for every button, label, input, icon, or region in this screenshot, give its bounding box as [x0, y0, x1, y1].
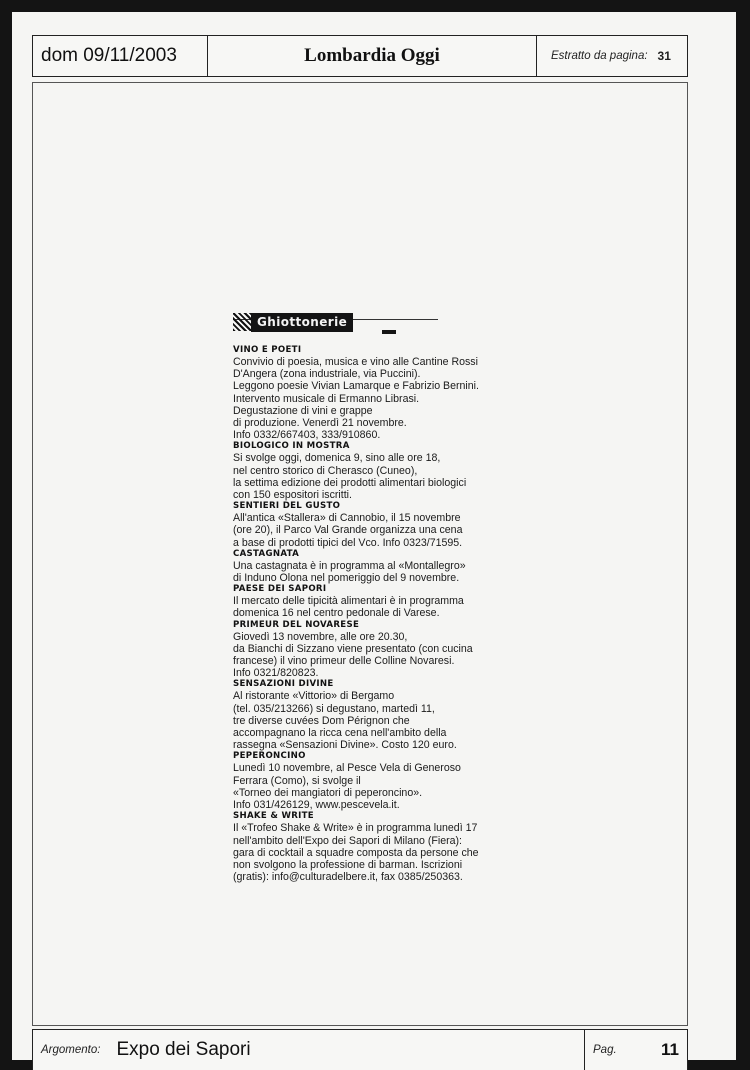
page-label: Pag. [593, 1044, 617, 1056]
entry-body: Si svolge oggi, domenica 9, sino alle ore 18, nel centro storico di Cherasco (Cuneo), la settima edizione dei prodotti alimentari biologici con 150 espositori iscritti. [233, 452, 467, 502]
entry-title: PEPERONCINO [233, 751, 306, 762]
article-frame [32, 82, 688, 1026]
topic-cell [33, 1030, 585, 1070]
list-item [233, 751, 523, 811]
page-number: 11 [661, 1040, 679, 1059]
extract-info [537, 36, 687, 76]
list-item [233, 345, 523, 441]
entry-title: BIOLOGICO IN MOSTRA [233, 441, 350, 452]
rubric-tail [382, 330, 396, 334]
entry-title: PAESE DEI SAPORI [233, 584, 327, 595]
list-item [233, 620, 523, 680]
entry-body: Al ristorante «Vittorio» di Bergamo (tel. 035/213266) si degustano, martedì 11, tre diverse cuvées Dom Pérignon che accompagnano la ricca cena nell'ambito della rassegna «Sensazioni Divine». Costo 120 euro. [233, 690, 457, 752]
article-clip [233, 311, 523, 883]
extract-label: Estratto da pagina: [551, 50, 648, 62]
entry-body: Il «Trofeo Shake & Write» è in programma lunedì 17 nell'ambito dell'Expo dei Sapori di Milano (Fiera): gara di cocktail a squadre composta da persone che non svolgono la professione di barman. Iscrizioni (gratis): info@culturadelbere.it, fax 0385/250363. [233, 822, 479, 884]
entry-body: Lunedì 10 novembre, al Pesce Vela di Generoso Ferrara (Como), si svolge il «Torneo dei mangiatori di peperoncino». Info 031/426129, www.pescevela.it. [233, 762, 461, 812]
entry-body: Convivio di poesia, musica e vino alle Cantine Rossi D'Angera (zona industriale, via Puccini). Leggono poesie Vivian Lamarque e Fabrizio Bernini. Intervento musicale di Ermanno Librasi. Degustazione di vini e grappe di produzione. Venerdì 21 novembre. Info 0332/667403, 333/910860. [233, 356, 479, 442]
header-bar [32, 35, 688, 77]
entry-body: Il mercato delle tipicità alimentari è in programma domenica 16 nel centro pedonale di Varese. [233, 595, 464, 620]
entry-title: VINO E POETI [233, 345, 302, 355]
topic-label: Argomento: [41, 1044, 101, 1056]
extract-page: 31 [657, 49, 671, 63]
list-item [233, 501, 523, 549]
entry-title: PRIMEUR DEL NOVARESE [233, 619, 360, 630]
rubric-texture [233, 313, 253, 331]
entry-body: Una castagnata è in programma al «Montallegro» di Induno Olona nel pomeriggio del 9 novembre. [233, 559, 466, 585]
entry-body: Giovedì 13 novembre, alle ore 20.30, da Bianchi di Sizzano viene presentato (con cucina francese) il vino primeur delle Colline Novaresi. Info 0321/820823. [233, 630, 473, 680]
clipping-sheet [12, 12, 736, 1060]
list-item [233, 811, 523, 883]
rubric-label: Ghiottonerie [251, 313, 353, 332]
page-cell [585, 1030, 687, 1070]
footer-bar [32, 1029, 688, 1070]
entry-title: SENSAZIONI DIVINE [233, 679, 334, 690]
list-item [233, 679, 523, 751]
entry-title: SHAKE & WRITE [233, 811, 314, 822]
list-item [233, 584, 523, 619]
list-item [233, 441, 523, 501]
entry-body: All'antica «Stallera» di Cannobio, il 15 novembre (ore 20), il Parco Val Grande organizza una cena a base di prodotti tipici del Vco. Info 0323/71595. [233, 512, 463, 549]
issue-date: dom 09/11/2003 [33, 36, 208, 76]
entry-title: CASTAGNATA [233, 548, 300, 559]
topic-value: Expo dei Sapori [116, 1039, 251, 1060]
rubric-banner [233, 311, 523, 337]
newspaper-name: Lombardia Oggi [208, 36, 537, 76]
entry-title: SENTIERI DEL GUSTO [233, 501, 341, 512]
list-item [233, 549, 523, 584]
